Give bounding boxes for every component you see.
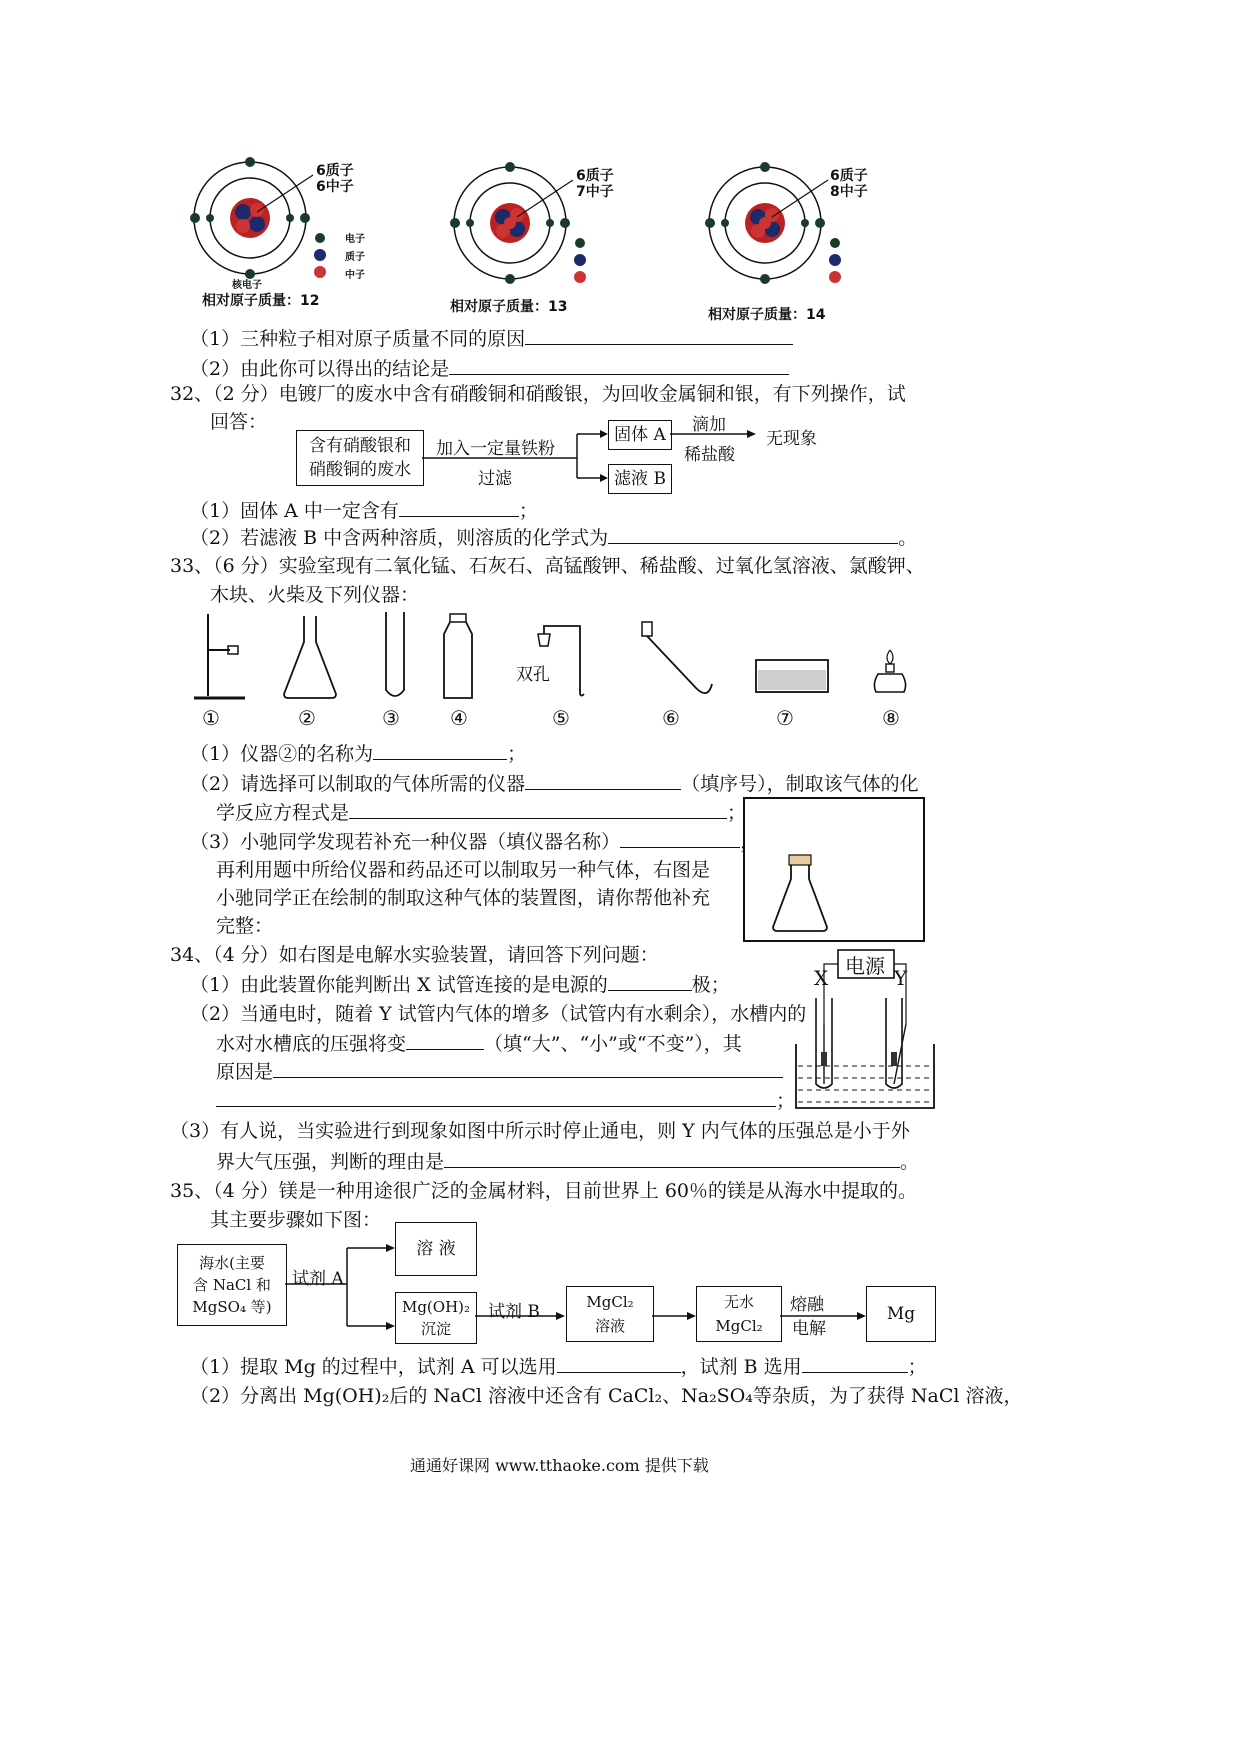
q33-blank-4[interactable] bbox=[620, 829, 740, 848]
legend-proton: 质子 bbox=[345, 252, 365, 263]
q32-item-1: （1）固体 A 中一定含有 ； bbox=[190, 500, 538, 522]
instrument-number-4: ④ bbox=[450, 706, 468, 730]
alcohol-lamp-icon bbox=[866, 648, 916, 698]
q32-blank-2[interactable] bbox=[608, 525, 898, 544]
q31-item-2: （2）由此你可以得出的结论是 bbox=[190, 356, 789, 381]
q33-item-1: （1）仪器②的名称为 ； bbox=[190, 743, 527, 765]
instrument-number-3: ③ bbox=[382, 706, 400, 730]
legend-electron: 电子 bbox=[345, 234, 365, 245]
instrument-number-6: ⑥ bbox=[662, 706, 680, 730]
q33-stem-1: 33、（6 分）实验室现有二氧化锰、石灰石、高锰酸钾、稀盐酸、过氧化氢溶液、氯酸钾、 bbox=[170, 555, 925, 577]
q34-item-1: （1）由此装置你能判断出 X 试管连接的是电源的 极； bbox=[190, 974, 730, 996]
q32-blank-1[interactable] bbox=[399, 498, 519, 517]
instrument-number-1: ① bbox=[202, 706, 220, 730]
q31-blank-2[interactable] bbox=[449, 356, 789, 375]
flow-mgcl2-solution: MgCl₂ 溶液 bbox=[566, 1286, 654, 1342]
instrument-number-8: ⑧ bbox=[882, 706, 900, 730]
atom-1-protons: 6质子 bbox=[316, 163, 354, 179]
flow-arrow-anhydrous bbox=[652, 1306, 702, 1326]
q33-item-2: （2）请选择可以制取的气体所需的仪器 （填序号），制取该气体的化 bbox=[190, 773, 919, 795]
flow-anhydrous-mgcl2: 无水 MgCl₂ bbox=[696, 1286, 782, 1342]
instrument-number-7: ⑦ bbox=[776, 706, 794, 730]
instrument-number-5: ⑤ bbox=[552, 706, 570, 730]
atom-2-mass: 相对原子质量：13 bbox=[450, 299, 568, 315]
q34-blank-3[interactable] bbox=[273, 1059, 783, 1078]
q35-blank-2[interactable] bbox=[802, 1354, 908, 1373]
flow-reagent-a: 试剂 A bbox=[292, 1269, 344, 1289]
legend-neutron: 中子 bbox=[345, 270, 365, 281]
flow-filtrate-b: 滤液 B bbox=[608, 464, 672, 494]
q33-item-3-line-4: 完整： bbox=[216, 915, 274, 937]
flask-drawing bbox=[767, 839, 867, 939]
bent-tube-icon bbox=[636, 618, 726, 708]
atom-2-neutrons: 7中子 bbox=[576, 184, 614, 200]
flow-mgoh2-precipitate: Mg(OH)₂ 沉淀 bbox=[395, 1292, 477, 1344]
flow-solution: 溶 液 bbox=[395, 1222, 477, 1276]
q32-stem-2: 回答： bbox=[210, 411, 268, 433]
q34-blank-5[interactable] bbox=[444, 1149, 900, 1168]
atom-3-protons: 6质子 bbox=[830, 168, 868, 184]
q34-item-3-line-2: 界大气压强，判断的理由是 。 bbox=[216, 1151, 920, 1173]
q35-item-2: （2）分离出 Mg(OH)₂后的 NaCl 溶液中还含有 CaCl₂、Na₂SO₄等杂质，为了获得 NaCl 溶液， bbox=[190, 1385, 1023, 1407]
q34-item-2-line-3: 原因是 bbox=[216, 1059, 783, 1084]
q34-item-3: （3）有人说，当实验进行到现象如图中所示时停止通电，则 Y 内气体的压强总是小于外 bbox=[170, 1120, 910, 1142]
q33-blank-1[interactable] bbox=[373, 741, 507, 760]
flask-figure-box bbox=[743, 797, 925, 942]
page-footer: 通通好课网 www.tthaoke.com 提供下载 bbox=[410, 1456, 709, 1475]
q32-stem-1: 32、（2 分）电镀厂的废水中含有硝酸铜和硝酸银，为回收金属铜和银，有下列操作，试 bbox=[170, 383, 906, 405]
flow-add-iron: 加入一定量铁粉 bbox=[436, 439, 555, 459]
atom-3-neutrons: 8中子 bbox=[830, 184, 868, 200]
power-source-label: 电源 bbox=[845, 954, 885, 978]
instrument-number-2: ② bbox=[298, 706, 316, 730]
q35-item-1: （1）提取 Mg 的过程中，试剂 A 可以选用 ，试剂 B 选用 ； bbox=[190, 1356, 927, 1378]
q35-blank-1[interactable] bbox=[557, 1354, 681, 1373]
atom-2-protons: 6质子 bbox=[576, 168, 614, 184]
q34-blank-2[interactable] bbox=[406, 1031, 484, 1050]
flow-mg: Mg bbox=[866, 1286, 936, 1342]
test-tube-icon bbox=[380, 608, 410, 703]
q34-blank-4[interactable] bbox=[216, 1088, 776, 1107]
q34-item-2-line-4: ； bbox=[216, 1088, 795, 1113]
q33-blank-2[interactable] bbox=[525, 771, 681, 790]
flow-wastewater: 含有硝酸银和 硝酸铜的废水 bbox=[296, 430, 424, 486]
flow-solid-a: 固体 A bbox=[608, 420, 672, 450]
q34-stem: 34、（4 分）如右图是电解水实验装置，请回答下列问题： bbox=[170, 944, 659, 966]
flow-filter: 过滤 bbox=[478, 469, 512, 489]
gas-jar-icon bbox=[440, 612, 480, 702]
q31-blank-1[interactable] bbox=[525, 326, 793, 345]
q33-item-3-line-2: 再利用题中所给仪器和药品还可以制取另一种气体，右图是 bbox=[216, 859, 711, 881]
q32-item-2: （2）若滤液 B 中含两种溶质，则溶质的化学式为 。 bbox=[190, 527, 918, 549]
q33-item-3: （3）小驰同学发现若补充一种仪器（填仪器名称） ， bbox=[190, 831, 760, 853]
conical-flask-icon bbox=[280, 612, 340, 702]
water-trough-icon bbox=[754, 658, 834, 698]
flow-melt: 熔融 bbox=[790, 1295, 824, 1315]
atom-3-mass: 相对原子质量：14 bbox=[708, 307, 826, 323]
q33-blank-3[interactable] bbox=[349, 800, 727, 819]
tube-x-label: X bbox=[814, 966, 829, 990]
q34-item-2: （2）当通电时，随着 Y 试管内气体的增多（试管内有水剩余），水槽内的 bbox=[190, 1003, 807, 1025]
q33-item-3-line-3: 小驰同学正在绘制的制取这种气体的装置图，请你帮他补充 bbox=[216, 887, 711, 909]
q34-item-2-line-2: 水对水槽底的压强将变 （填“大”、“小”或“不变”），其 bbox=[216, 1033, 742, 1055]
flow-no-phenomenon: 无现象 bbox=[766, 429, 817, 449]
q33-item-2-line-2: 学反应方程式是 ； bbox=[216, 802, 747, 824]
legend-nucleus: 核电子 bbox=[232, 280, 262, 291]
stopper-tube-icon bbox=[520, 612, 600, 702]
double-hole-label: 双孔 bbox=[516, 665, 550, 685]
q31-item-1: （1）三种粒子相对原子质量不同的原因 bbox=[190, 326, 793, 351]
q34-blank-1[interactable] bbox=[608, 972, 692, 991]
flow-electrolysis: 电解 bbox=[792, 1319, 826, 1339]
flow-reagent-b: 试剂 B bbox=[488, 1302, 540, 1322]
q35-stem-2: 其主要步骤如下图： bbox=[210, 1209, 382, 1231]
flow-dilute-hcl: 稀盐酸 bbox=[684, 445, 735, 465]
q33-stem-2: 木块、火柴及下列仪器： bbox=[210, 584, 420, 606]
atom-1-mass: 相对原子质量：12 bbox=[202, 293, 320, 309]
atom-1-neutrons: 6中子 bbox=[316, 179, 354, 195]
flow-arrows-q35-a bbox=[285, 1240, 405, 1340]
iron-stand-icon bbox=[190, 612, 250, 702]
tube-y-label: Y bbox=[894, 966, 908, 990]
q35-stem-1: 35、（4 分）镁是一种用途很广泛的金属材料，目前世界上 60％的镁是从海水中提取的。 bbox=[170, 1180, 918, 1202]
flow-drip: 滴加 bbox=[692, 415, 726, 435]
flow-seawater: 海水(主要 含 NaCl 和 MgSO₄ 等) bbox=[177, 1244, 287, 1326]
